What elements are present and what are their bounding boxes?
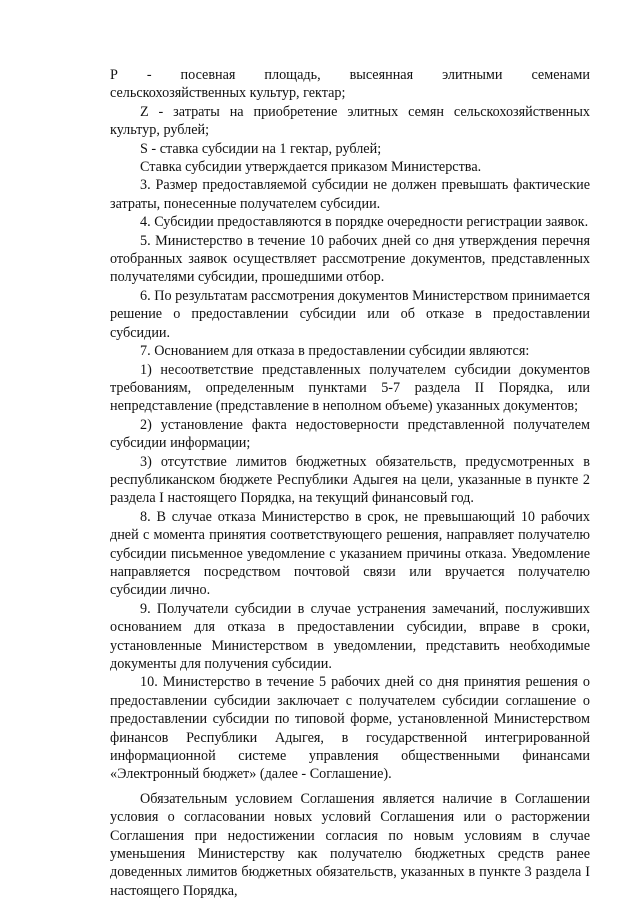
paragraph: 9. Получатели субсидии в случае устранения замечаний, послуживших основанием для отказа в предоставлении субсидии, вправе в сроки, установленные Министерством в уведомлении, представить необходимые документы для получения субсидии.: [110, 600, 590, 672]
paragraph: 10. Министерство в течение 5 рабочих дней со дня принятия решения о предоставлении субсидии заключает с получателем субсидии соглашение о предоставлении субсидии по типовой форме, установленной Министерством финансов Республики Адыгея, в государственной интегрированной информационной системе управления общественными финансами «Электронный бюджет» (далее - Соглашение).: [110, 674, 590, 783]
paragraph: 3. Размер предоставляемой субсидии не должен превышать фактические затраты, понесенные получателем субсидии.: [110, 177, 590, 212]
def-word: посевная: [180, 67, 236, 83]
def-word: элитными: [442, 67, 503, 83]
def-word: семенами: [531, 67, 590, 83]
definition-z: Z - затраты на приобретение элитных семян сельскохозяйственных культур, рублей;: [110, 103, 590, 139]
def-word: площадь,: [264, 67, 321, 83]
def-word: P: [110, 67, 118, 83]
definition-p-cont: сельскохозяйственных культур, гектар;: [110, 85, 346, 102]
definition-p-line: [110, 66, 590, 84]
def-word: -: [146, 67, 152, 83]
paragraph: 1) несоответствие представленных получателем субсидии документов требованиям, определенным пунктами 5-7 раздела II Порядка, или непредставление (представление в неполном объеме) указанных документов;: [110, 361, 590, 415]
paragraph: 6. По результатам рассмотрения документов Министерством принимается решение о предоставлении субсидии или об отказе в предоставлении субсидии.: [110, 287, 590, 341]
paragraph: 5. Министерство в течение 10 рабочих дней со дня утверждения перечня отобранных заявок осуществляет рассмотрение документов, представленных получателями субсидии, прошедшими отбор.: [110, 232, 590, 286]
paragraph: 4. Субсидии предоставляются в порядке очередности регистрации заявок.: [140, 214, 589, 231]
paragraph: 3) отсутствие лимитов бюджетных обязательств, предусмотренных в республиканском бюджете Республики Адыгея на цели, указанные в пункте 2 раздела I настоящего Порядка, на текущий финансовый год.: [110, 453, 590, 507]
def-word: высеянная: [349, 67, 414, 83]
definition-s: S - ставка субсидии на 1 гектар, рублей;: [140, 140, 382, 157]
paragraph: 8. В случае отказа Министерство в срок, не превышающий 10 рабочих дней с момента принятия соответствующего решения, направляет получателю субсидии письменное уведомление с указанием причины отказа. Уведомление направляется посредством почтовой связи или вручается получателю субсидии лично.: [110, 508, 590, 599]
paragraph: 7. Основанием для отказа в предоставлении субсидии являются:: [140, 343, 530, 360]
paragraph: Обязательным условием Соглашения является наличие в Соглашении условия о согласовании новых условий Соглашения или о расторжении Соглашения при недостижении согласия по новым условиям в случае уменьшения Министерству как получателю бюджетных средств ранее доведенных лимитов бюджетных обязательств, указанных в пункте 3 раздела I настоящего Порядка,: [110, 790, 590, 899]
paragraph: Ставка субсидии утверждается приказом Министерства.: [140, 159, 482, 176]
paragraph: 2) установление факта недостоверности представленной получателем субсидии информации;: [110, 416, 590, 452]
